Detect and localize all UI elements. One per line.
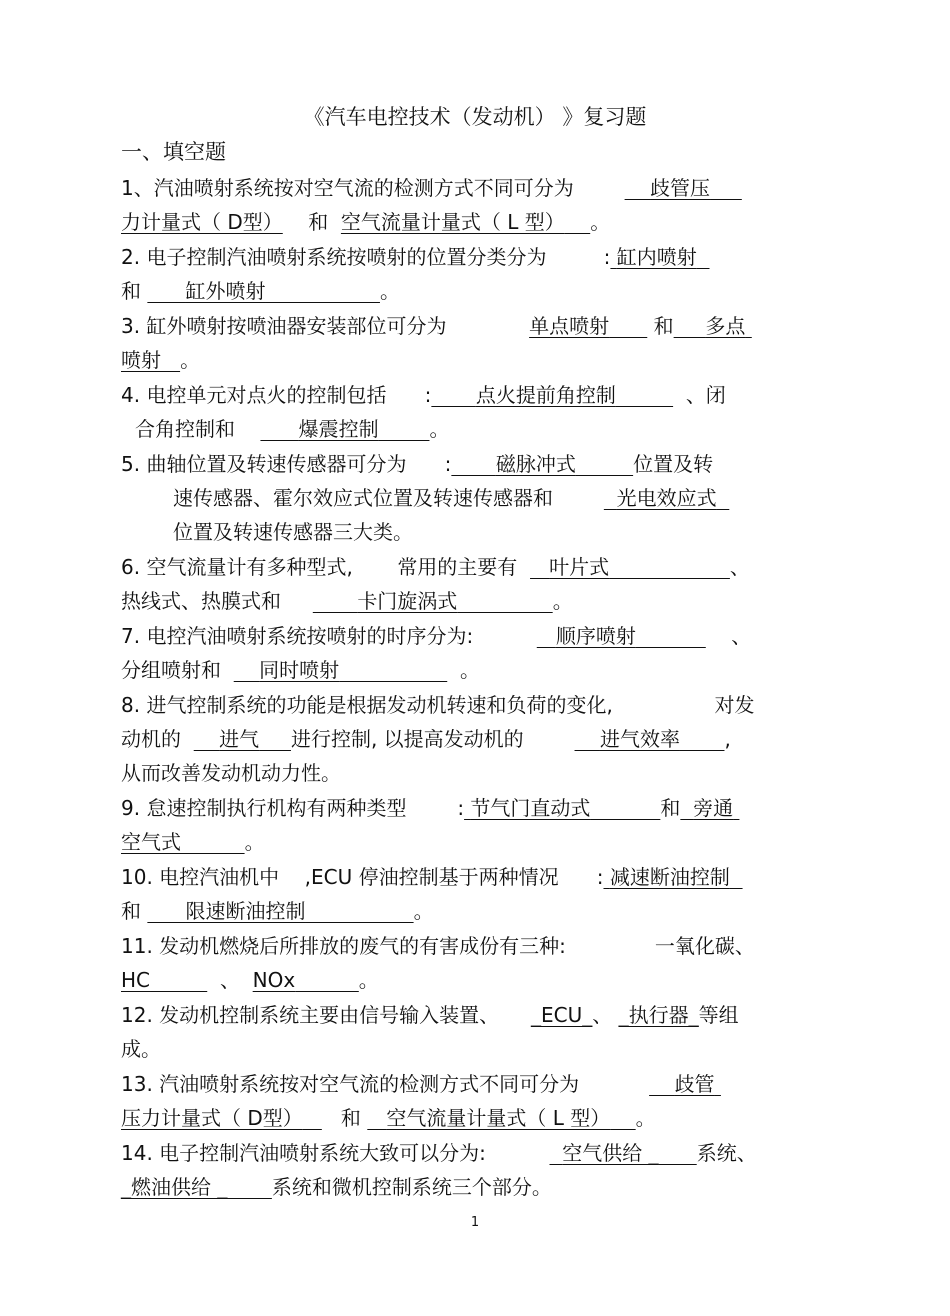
q10-line-2	[121, 894, 827, 928]
q14-line-2	[121, 1170, 827, 1204]
q1-and: 和	[308, 210, 329, 234]
q4-line-1	[121, 378, 827, 412]
q3-and: 和	[653, 314, 674, 338]
question-12	[121, 998, 827, 1066]
question-7	[121, 619, 827, 687]
q5-line-3: 位置及转速传感器三大类。	[173, 520, 413, 544]
q7-line-2	[121, 653, 827, 687]
q13-end: 。	[635, 1106, 656, 1130]
question-13	[121, 1067, 827, 1135]
q13-answer-1: 歧管	[674, 1072, 715, 1096]
q14-line-1	[121, 1136, 827, 1170]
q8-sep: ,	[724, 727, 731, 751]
q7-sep: 、	[731, 624, 752, 648]
question-10	[121, 860, 827, 928]
q5-line-2	[121, 481, 827, 515]
q2-end: 。	[379, 279, 400, 303]
question-2	[121, 240, 827, 308]
q12-answer-1: _ECU_	[530, 1003, 593, 1027]
q12-text: 12. 发动机控制系统主要由信号输入装置、	[121, 1003, 500, 1027]
q10-answer-2: 限速断油控制	[185, 899, 306, 923]
q9-answer-1: 节气门直动式	[470, 796, 591, 820]
question-9	[121, 791, 827, 859]
q11-end: 。	[358, 968, 379, 992]
q11-answer-1: HC	[121, 968, 151, 992]
q9-line-1	[121, 791, 827, 825]
page-number: 1	[470, 1215, 480, 1230]
q10-line-1	[121, 860, 827, 894]
q12-answer-2: _执行器_	[618, 1003, 699, 1027]
question-14	[121, 1136, 827, 1204]
q5-text-1b: 位置及转	[633, 452, 714, 476]
q7-line-1	[121, 619, 827, 653]
q7-answer-1: 顺序喷射	[555, 624, 636, 648]
q6-line-2	[121, 584, 827, 618]
q10-colon: :	[596, 865, 604, 889]
q6-end: 。	[552, 589, 573, 613]
q5-colon: :	[444, 452, 452, 476]
q11-line-1	[121, 929, 827, 963]
q8-text-2: 动机的	[121, 727, 181, 751]
q10-end: 。	[413, 899, 434, 923]
q8-line-3: 从而改善发动机动力性。	[121, 761, 341, 785]
q4-line-2	[121, 412, 827, 446]
q13-and: 和	[340, 1106, 361, 1130]
q6-sep: 、	[729, 555, 750, 579]
q11-text-1b: 一氧化碳、	[654, 934, 755, 958]
q5-text-2: 速传感器、霍尔效应式位置及转速传感器和	[173, 486, 553, 510]
q8-line-1	[121, 688, 827, 722]
q5-line-1	[121, 447, 827, 481]
q1-end: 。	[590, 210, 611, 234]
q3-answer-2-cont: 喷射	[121, 348, 161, 372]
q1-answer-1-cont: 力计量式（ D型）	[121, 210, 283, 234]
q5-text: 5. 曲轴位置及转速传感器可分为	[121, 452, 407, 476]
q7-text-2: 分组喷射和	[121, 658, 221, 682]
q8-text-mid: 进行控制, 以提高发动机的	[290, 727, 524, 751]
q7-end: 。	[459, 658, 480, 682]
q9-answer-2-cont: 空气式	[121, 830, 181, 854]
question-8	[121, 688, 827, 790]
q6-text-1b: 常用的主要有	[397, 555, 518, 579]
question-3	[121, 309, 827, 377]
q2-answer-1: 缸内喷射	[616, 245, 697, 269]
q11-sep: 、	[219, 968, 240, 992]
q5-answer-2: 光电效应式	[616, 486, 717, 510]
q2-colon: :	[603, 245, 611, 269]
q8-answer-2: 进气效率	[599, 727, 680, 751]
q12-line-2: 成。	[121, 1037, 161, 1061]
q10-text-1b: ,ECU 停油控制基于两种情况	[304, 865, 559, 889]
q9-and: 和	[660, 796, 681, 820]
question-4	[121, 378, 827, 446]
q7-answer-2: 同时喷射	[259, 658, 340, 682]
q2-and: 和	[121, 279, 141, 303]
q3-line-1	[121, 309, 827, 343]
q3-line-2	[121, 343, 827, 377]
q7-text: 7. 电控汽油喷射系统按喷射的时序分为:	[121, 624, 474, 648]
q12-line-1	[121, 998, 827, 1032]
q8-line-2	[121, 722, 827, 756]
q2-text: 2. 电子控制汽油喷射系统按喷射的位置分类分为	[121, 245, 547, 269]
q9-line-2	[121, 825, 827, 859]
q4-answer-1: 点火提前角控制	[475, 383, 616, 407]
q3-end: 。	[180, 348, 201, 372]
q10-answer-1: 减速断油控制	[609, 865, 730, 889]
q14-text: 14. 电子控制汽油喷射系统大致可以分为:	[121, 1141, 486, 1165]
q6-answer-2: 卡门旋涡式	[357, 589, 458, 613]
q3-answer-1: 单点喷射	[529, 314, 610, 338]
q1-text: 1、汽油喷射系统按对空气流的检测方式不同可分为	[121, 176, 574, 200]
q12-sep: 、	[592, 1003, 613, 1027]
q14-answer-2: _燃油供给 _	[121, 1175, 228, 1199]
page-title: 《汽车电控技术（发动机） 》复习题	[303, 105, 647, 129]
q4-answer-2: 爆震控制	[298, 417, 379, 441]
q1-line-2	[121, 205, 827, 239]
q14-text-2: 系统和微机控制系统三个部分。	[271, 1175, 552, 1199]
question-6	[121, 550, 827, 618]
q6-answer-1: 叶片式	[549, 555, 610, 579]
q2-line-1	[121, 240, 827, 274]
q8-text: 8. 进气控制系统的功能是根据发动机转速和负荷的变化,	[121, 693, 613, 717]
q13-answer-2: 空气流量计量式（ L 型）	[386, 1106, 611, 1130]
q9-colon: :	[457, 796, 465, 820]
q12-text-1b: 等组	[698, 1003, 739, 1027]
q11-line-2	[121, 963, 827, 997]
q13-text: 13. 汽油喷射系统按对空气流的检测方式不同可分为	[121, 1072, 580, 1096]
q9-end: 。	[244, 830, 265, 854]
q8-text-1b: 对发	[714, 693, 755, 717]
question-11	[121, 929, 827, 997]
q1-line-1	[121, 171, 827, 205]
q3-text: 3. 缸外喷射按喷油器安装部位可分为	[121, 314, 447, 338]
q10-text: 10. 电控汽油机中	[121, 865, 280, 889]
q14-text-1b: 系统、	[696, 1141, 757, 1165]
q9-text: 9. 怠速控制执行机构有两种类型	[121, 796, 407, 820]
q8-answer-1: 进气	[219, 727, 260, 751]
q11-answer-2: NOx	[252, 968, 296, 992]
q4-text-2: 合角控制和	[135, 417, 235, 441]
q3-answer-2: 多点	[705, 314, 746, 338]
q1-answer-1: 歧管压	[650, 176, 711, 200]
q2-answer-2: 缸外喷射	[185, 279, 266, 303]
q13-line-1	[121, 1067, 827, 1101]
section-heading: 一、填空题	[121, 140, 226, 164]
q6-line-1	[121, 550, 827, 584]
q10-and: 和	[121, 899, 141, 923]
q13-line-2	[121, 1101, 827, 1135]
q4-text: 4. 电控单元对点火的控制包括	[121, 383, 387, 407]
q14-answer-1: 空气供给 _	[562, 1141, 659, 1165]
q2-line-2	[121, 274, 827, 308]
q13-answer-1-cont: 压力计量式（ D型）	[121, 1106, 303, 1130]
question-5	[121, 447, 827, 549]
q4-end: 。	[429, 417, 450, 441]
q4-colon: :	[424, 383, 432, 407]
q6-text: 6. 空气流量计有多种型式,	[121, 555, 353, 579]
q4-sep: 、闭	[685, 383, 726, 407]
q5-answer-1: 磁脉冲式	[495, 452, 576, 476]
q11-text: 11. 发动机燃烧后所排放的废气的有害成份有三种:	[121, 934, 566, 958]
q6-text-2: 热线式、热膜式和	[121, 589, 281, 613]
question-1	[121, 171, 827, 239]
q1-answer-2: 空气流量计量式（ L 型）	[340, 210, 565, 234]
q9-answer-2: 旁通	[693, 796, 734, 820]
